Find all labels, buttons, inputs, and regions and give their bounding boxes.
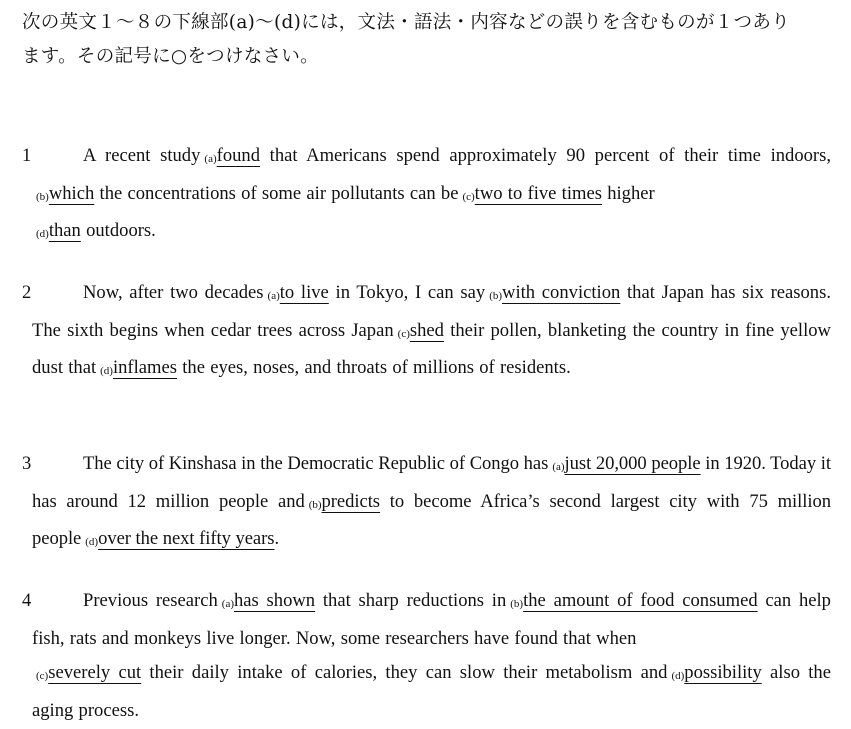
underlined-option: inflames [112, 357, 177, 378]
underlined-option: shed [409, 319, 444, 341]
option-marker: (a) [221, 598, 234, 610]
option-marker: (a) [267, 290, 280, 302]
text-run: the concentrations of some air pollutants can be [94, 182, 459, 204]
text-run: The city of Kinshasa in the Democratic Republic of Congo has [83, 453, 549, 474]
question-number: 1 [22, 146, 32, 166]
text-run: higher [601, 182, 655, 204]
question-number: 3 [22, 454, 32, 474]
option-marker: (a) [552, 461, 565, 473]
text-run: . [274, 528, 280, 549]
option-marker: (d) [36, 228, 49, 240]
text-run: that sharp reductions in [315, 590, 507, 611]
underlined-option: possibility [684, 662, 762, 683]
underlined-option: the amount of food consumed [523, 590, 758, 611]
text-run: that Japan has six reasons. The sixth begins when cedar trees across Japan [32, 282, 831, 341]
option-marker: (d) [100, 365, 113, 377]
question-number: 4 [22, 591, 32, 611]
text-run: to become Africa’s second largest city with 75 million people [32, 490, 831, 549]
underlined-option: found [216, 145, 261, 166]
underlined-option: to live [279, 282, 329, 303]
option-marker: (b) [308, 498, 322, 511]
option-marker: (c) [462, 190, 475, 203]
option-marker: (b) [489, 290, 503, 302]
option-marker: (c) [397, 327, 410, 340]
text-run: in Tokyo, I can say [328, 282, 486, 303]
text-run: the eyes, noses, and throats of millions of residents. [177, 357, 571, 378]
text-run: that Americans spend approximately 90 percent of their time indoors, [260, 145, 831, 166]
option-marker: (d) [671, 670, 685, 682]
underlined-option: over the next fifty years [98, 528, 275, 549]
text-run: in 1920. Today it has around 12 million people and [32, 453, 831, 512]
text-run: A recent study [83, 145, 201, 166]
text-run: their daily intake of calories, they can slow their metabolism and [141, 662, 668, 683]
text-run: Now, after two decades [83, 282, 264, 303]
instructions [22, 6, 834, 74]
question-number: 2 [22, 283, 32, 303]
option-marker: (b) [36, 190, 49, 203]
underlined-option: which [48, 182, 95, 204]
text-run: their pollen, blanketing the country in fine yellow dust that [32, 319, 831, 378]
instructions-line-2: ます。その記号に○をつけなさい。 [22, 46, 319, 67]
question-text [32, 139, 831, 252]
option-marker: (c) [36, 670, 49, 682]
underlined-option: predicts [321, 490, 380, 512]
instructions-line-1: 次の英文１～８の下線部(a)～(d)には，文法・語法・内容などの誤りを含むものが１つあり [22, 12, 790, 33]
underlined-option: than [48, 220, 81, 241]
question-text [32, 447, 831, 560]
text-run: Previous research [83, 590, 218, 611]
text-run: outdoors. [80, 220, 156, 241]
underlined-option: just 20,000 people [564, 453, 701, 474]
underlined-option: has shown [234, 590, 316, 611]
underlined-option: with conviction [502, 282, 621, 303]
question-text [32, 276, 831, 389]
underlined-option: severely cut [48, 662, 142, 683]
underlined-option: two to five times [474, 182, 602, 204]
text-run: also the aging process. [32, 662, 831, 721]
text-run: can help fish, rats and monkeys live longer. Now, some researchers have found that when [32, 590, 831, 649]
option-marker: (d) [85, 536, 99, 548]
question-text [32, 584, 831, 728]
option-marker: (b) [510, 598, 524, 610]
option-marker: (a) [204, 153, 217, 165]
